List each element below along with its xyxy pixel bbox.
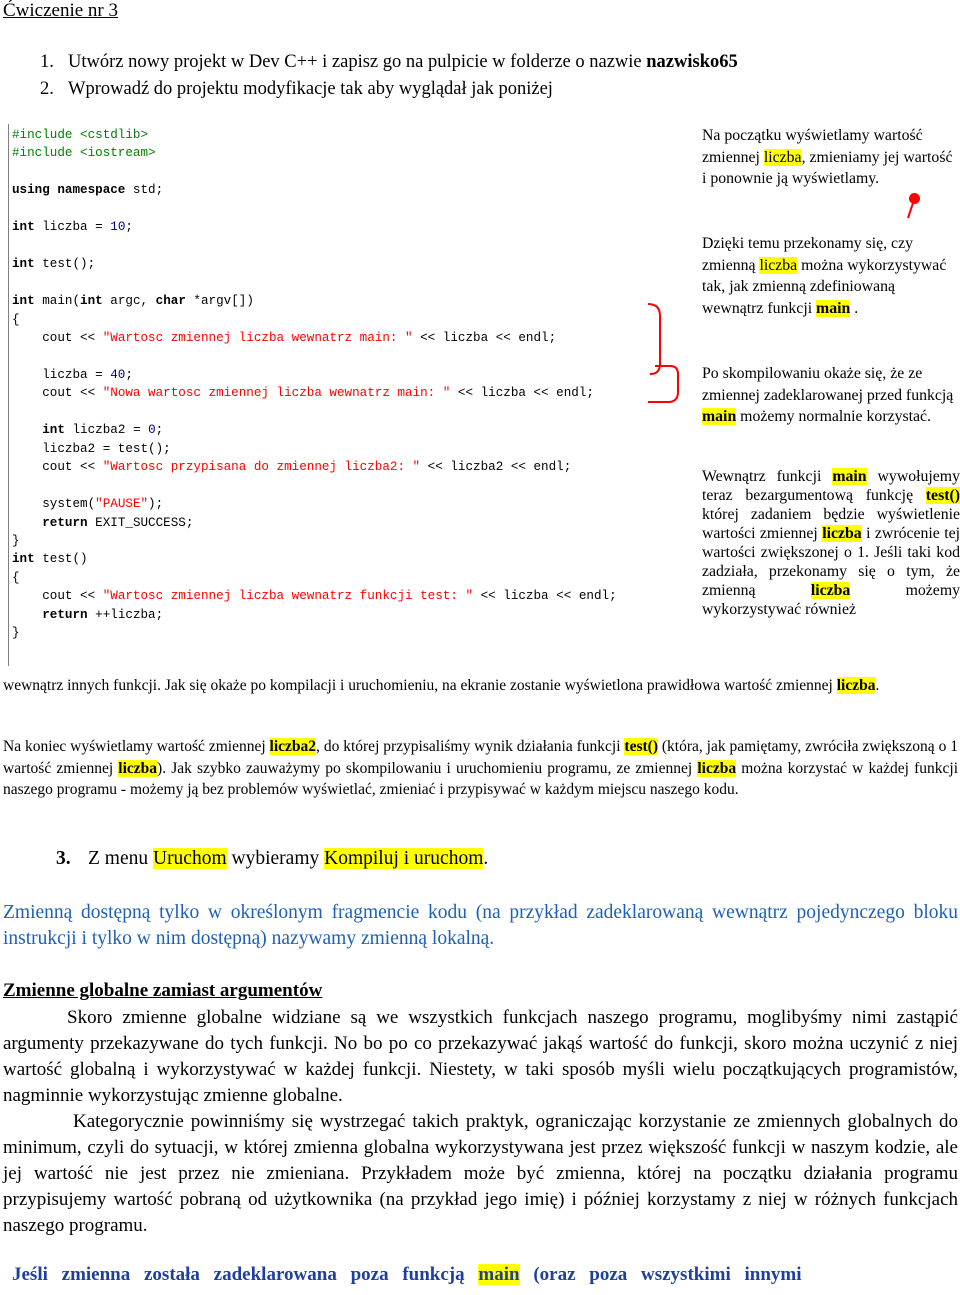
side-note-2: Dzięki temu przekonamy się, czy zmienną liczba można wykorzystywać tak, jak zmienną zdefiniowaną wewnątrz funkcji main . [702, 235, 947, 317]
explanation-paragraph: Na koniec wyświetlamy wartość zmiennej liczba2, do której przypisaliśmy wynik działania funkcji test() (która, jak pamiętamy, zwróciła zwiększoną o 1 wartość zmiennej liczba). Jak szybko zauważymy po skompilowaniu i uruchomieniu programu, ze zmiennej liczba można korzystać w każdej funkcji naszego programu - możemy ją bez problemów wyświetlać, zmieniać i przypisywać w każdym miejscu naszego kodu. [3, 738, 958, 798]
continuation-paragraph: wewnątrz innych funkcji. Jak się okaże po kompilacji i uruchomieniu, na ekranie zostanie wyświetlona prawidłowa wartość zmiennej liczba. [3, 677, 880, 694]
step-text: Wprowadź do projektu modyfikacje tak aby wyglądał jak poniżej [68, 79, 553, 99]
step-text: Utwórz nowy projekt w Dev C++ i zapisz go na pulpicie w folderze o nazwie [68, 52, 647, 72]
step-number: 1. [40, 52, 54, 72]
section-heading: Zmienne globalne zamiast argumentów [3, 980, 323, 1001]
folder-name: nazwisko65 [646, 52, 738, 72]
definition-paragraph: Zmienną dostępną tylko w określonym fragmencie kodu (na przykład zadeklarowaną wewnątrz pojedynczego bloku instrukcji i tylko w nim dostępną) nazywamy zmienną lokalną. [3, 902, 958, 949]
section-paragraph-1: Skoro zmienne globalne widziane są we wszystkich funkcjach naszego programu, moglibyśmy nimi zastąpić argumenty przekazywane do tych funkcji. No bo po co przekazywać jakąś wartość do funkcji, skoro można uczynić z niej wartość globalną i wykorzystywać w każdej funkcji. Niestety, w taki sposób myśli wielu początkujących programistów, nagminnie wykorzystując zmienne globalne. [3, 1007, 958, 1106]
side-note-4: Wewnątrz funkcji main wywołujemy teraz bezargumentową funkcję test() której zadaniem będzie wyświetlenie wartości zmiennej liczba i zwrócenie tej wartości zwiększonej o 1. Jeśli taki kod zadziała, przekonamy się o tym, że zmienną liczba możemy wykorzystywać również [702, 468, 960, 618]
code-listing [8, 124, 673, 666]
side-note-3: Po skompilowaniu okaże się, że ze zmiennej zadeklarowanej przed funkcją main możemy normalnie korzystać. [702, 365, 954, 425]
step-3: 3. Z menu Uruchom wybieramy Kompiluj i uruchom. [56, 848, 489, 869]
last-line: Jeśli zmienna została zadeklarowana poza funkcją main (oraz poza wszystkimi innymi [12, 1264, 802, 1285]
code-text: #include <cstdlib> #include <iostream> using namespace std; int liczba = 10; int test(); int main(int argc, char *argv[]) { cout << "Wartosc zmiennej liczba wewnatrz main: " << liczba << endl; liczba = 40; cout << "Nowa wartosc zmiennej liczba wewnatrz main: " << liczba << endl; int liczba2 = 0; liczba2 = test(); cout << "Wartosc przypisana do zmiennej liczba2: " << liczba2 << endl; system("PAUSE"); return EXIT_SUCCESS; } int test() { cout << "Wartosc zmiennej liczba wewnatrz funkcji test: " << liczba << endl; return ++liczba; } [12, 128, 617, 641]
step-1 [40, 52, 738, 73]
section-paragraph-2: Kategorycznie powinniśmy się wystrzegać takich praktyk, ograniczając korzystanie ze zmiennych globalnych do minimum, czyli do sytuacji, w której zmienna globalna wykorzystywana jest przez większość funkcji w naszym kodzie, ale jej wartość nie jest przez nie zmieniana. Przykładem może być zmienna, której na początku działania programu przypisujemy wartość pobraną od użytkownika (na przykład jego imię) i później korzystamy z niej w różnych funkcjach naszego programu. [3, 1111, 958, 1236]
step-number: 2. [40, 79, 54, 99]
side-note-1: Na początku wyświetlamy wartość zmiennej liczba, zmieniamy jej wartość i ponownie ją wyświetlamy. [702, 127, 953, 187]
page-title: Ćwiczenie nr 3 [3, 0, 119, 21]
step-2 [40, 79, 553, 100]
